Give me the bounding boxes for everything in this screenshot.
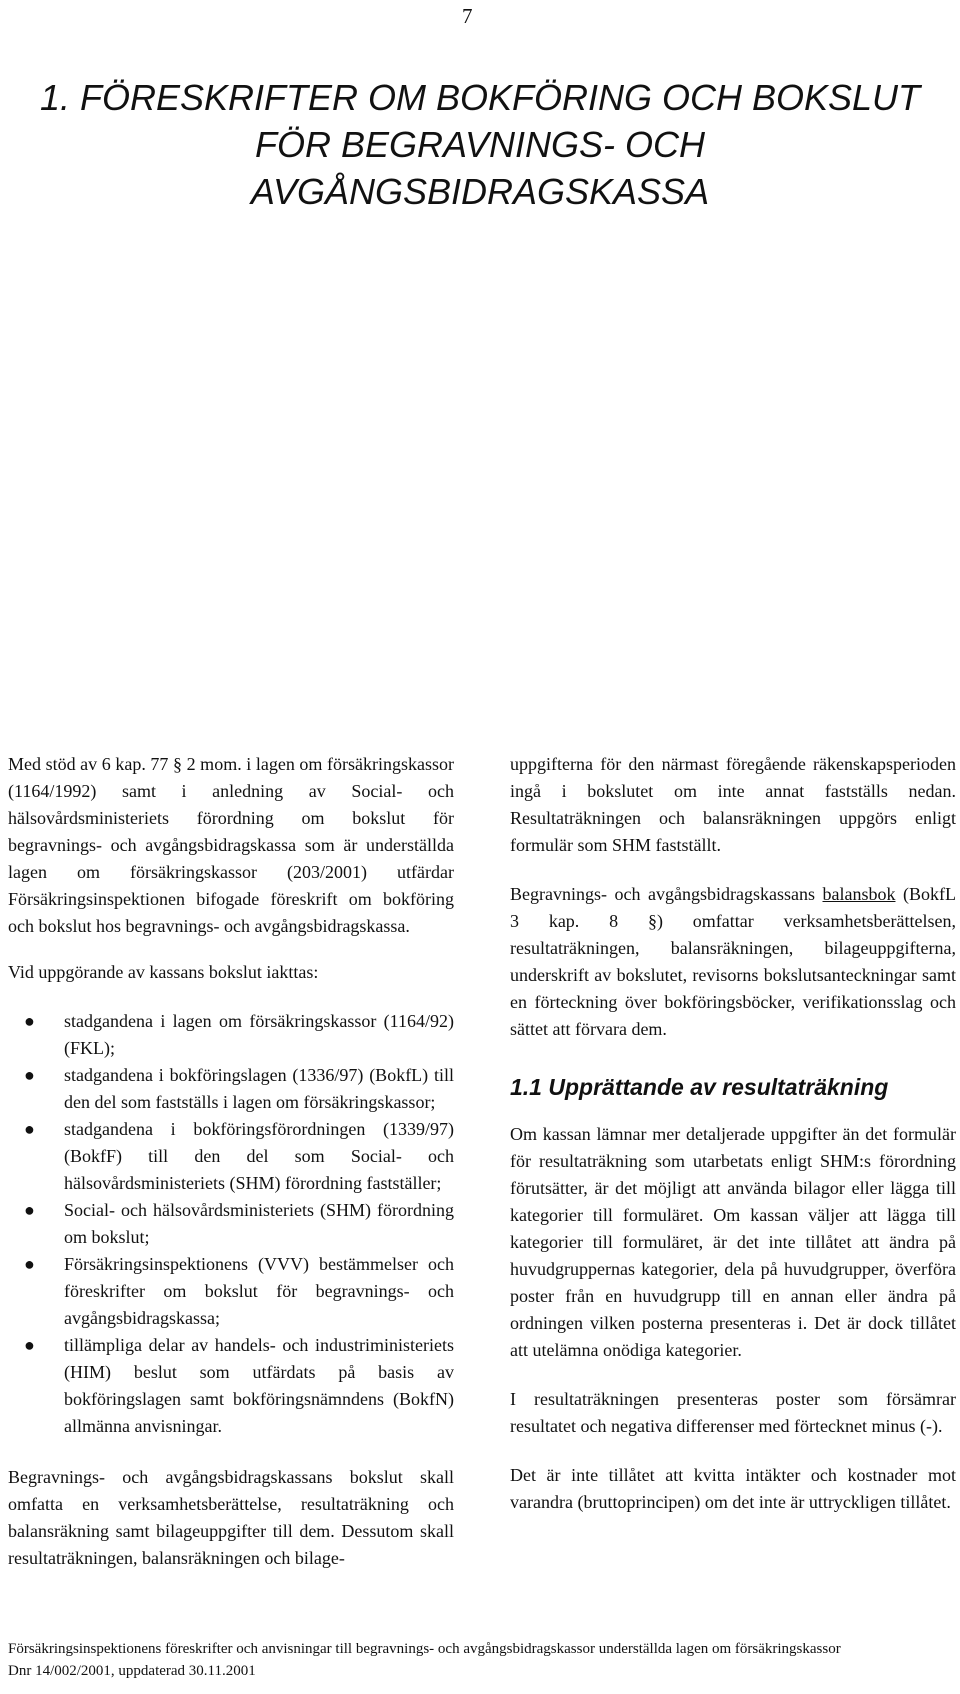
bullet-text: stadgandena i bokföringslagen (1336/97) (BokfL) till den del som fastställs i lagen om försäkringskassor;	[64, 1065, 454, 1112]
bullet-text: tillämpliga delar av handels- och industriministeriets (HIM) beslut som utfärdats på basis av bokföringslagen samt bokföringsnämndens (BokfN) allmänna anvisningar.	[64, 1335, 454, 1436]
footer-line-1: Försäkringsinspektionens föreskrifter och anvisningar till begravnings- och avgångsbidragskassor underställda lagen om försäkringskassor	[8, 1641, 841, 1657]
page-footer	[8, 1638, 841, 1682]
bullet-item	[8, 1116, 454, 1197]
chapter-title-line-2: FÖR BEGRAVNINGS- OCH	[254, 124, 706, 165]
footer-line-2: Dnr 14/002/2001, uppdaterad 30.11.2001	[8, 1663, 256, 1679]
bullet-icon: ●	[24, 1011, 35, 1031]
bullet-item	[8, 1332, 454, 1440]
bullet-icon: ●	[24, 1254, 35, 1274]
bullet-item	[8, 1062, 454, 1116]
bullet-icon: ●	[24, 1065, 35, 1085]
bullet-item	[8, 1008, 454, 1062]
bullet-item	[8, 1251, 454, 1332]
continuation-paragraph: uppgifterna för den närmast föregående räkenskapsperioden ingå i bokslutet om inte annat fastställs nedan. Resultaträkningen och balansräkningen uppgörs enligt formulär som SHM fastställt.	[510, 754, 956, 855]
section-heading: 1.1 Upprättande av resultaträkning	[510, 1074, 889, 1100]
negative-items-paragraph: I resultaträkningen presenteras poster som försämrar resultatet och negativa differenser med förtecknet minus (-).	[510, 1389, 956, 1436]
bullet-text: stadgandena i lagen om försäkringskassor (1164/92) (FKL);	[64, 1011, 454, 1058]
detail-paragraph: Om kassan lämnar mer detaljerade uppgifter än det formulär för resultaträkning som utarbetats enligt SHM:s förordning förutsätter, är det möjligt att använda bilagor eller lägga till kategorier till formuläret. Om kassan väljer att lägga till kategorier till formuläret, är det inte tillåtet att ändra på huvudgruppernas kategorier, dela på huvudgrupper, överföra poster från en huvudgrupp till en annan eller ändra på ordningen vilken posterna presenteras i. Det är dock tillåtet att utelämna onödiga kategorier.	[510, 1124, 956, 1360]
bullet-icon: ●	[24, 1200, 35, 1220]
bullet-list	[8, 1008, 454, 1440]
right-column	[510, 751, 956, 1538]
bullet-icon: ●	[24, 1119, 35, 1139]
balansbok-text-before: Begravnings- och avgångsbidragskassans	[510, 884, 823, 904]
chapter-title	[0, 74, 960, 215]
page-number: 7	[462, 4, 473, 28]
bullet-text: Social- och hälsovårdsministeriets (SHM) förordning om bokslut;	[64, 1200, 454, 1247]
bullet-text: Försäkringsinspektionens (VVV) bestämmelser och föreskrifter om bokslut för begravnings- och avgångsbidragskassa;	[64, 1254, 454, 1328]
balansbok-paragraph	[510, 881, 956, 1043]
balansbok-text-after: (BokfL 3 kap. 8 §) omfattar verksamhetsberättelsen, resultaträkningen, balansräkningen, bilageuppgifterna, underskrift av bokslutet, revisorns bokslutsanteckningar samt en förteckning över bokföringsböcker, verifikationsslag och sättet att förvara dem.	[510, 884, 956, 1039]
chapter-title-line-3: AVGÅNGSBIDRAGSKASSA	[250, 171, 710, 212]
bullet-icon: ●	[24, 1335, 35, 1355]
left-column	[8, 751, 454, 1594]
chapter-title-line-1: 1. FÖRESKRIFTER OM BOKFÖRING OCH BOKSLUT	[39, 77, 921, 118]
gross-principle-paragraph: Det är inte tillåtet att kvitta intäkter och kostnader mot varandra (bruttoprincipen) om det inte är uttryckligen tillåtet.	[510, 1465, 956, 1512]
bullet-text: stadgandena i bokföringsförordningen (1339/97) (BokfF) till den del som Social- och hälsovårdsministeriets (SHM) förordning fastställer;	[64, 1119, 454, 1193]
closing-paragraph: Begravnings- och avgångsbidragskassans bokslut skall omfatta en verksamhetsberättelse, resultaträkning och balansräkning samt bilageuppgifter till dem. Dessutom skall resultaträkningen, balansräkningen och bilage-	[8, 1467, 454, 1568]
balansbok-term: balansbok	[822, 884, 896, 904]
bullet-item	[8, 1197, 454, 1251]
lead-paragraph: Vid uppgörande av kassans bokslut iakttas:	[8, 962, 319, 982]
intro-paragraph: Med stöd av 6 kap. 77 § 2 mom. i lagen om försäkringskassor (1164/1992) samt i anledning av Social- och hälsovårdsministeriets förordning om bokslut för begravnings- och avgångsbidragskassa som är underställda lagen om försäkringskassor (203/2001) utfärdar Försäkringsinspektionen bifogade föreskrift om bokföring och bokslut hos begravnings- och avgångsbidragskassa.	[8, 754, 454, 936]
